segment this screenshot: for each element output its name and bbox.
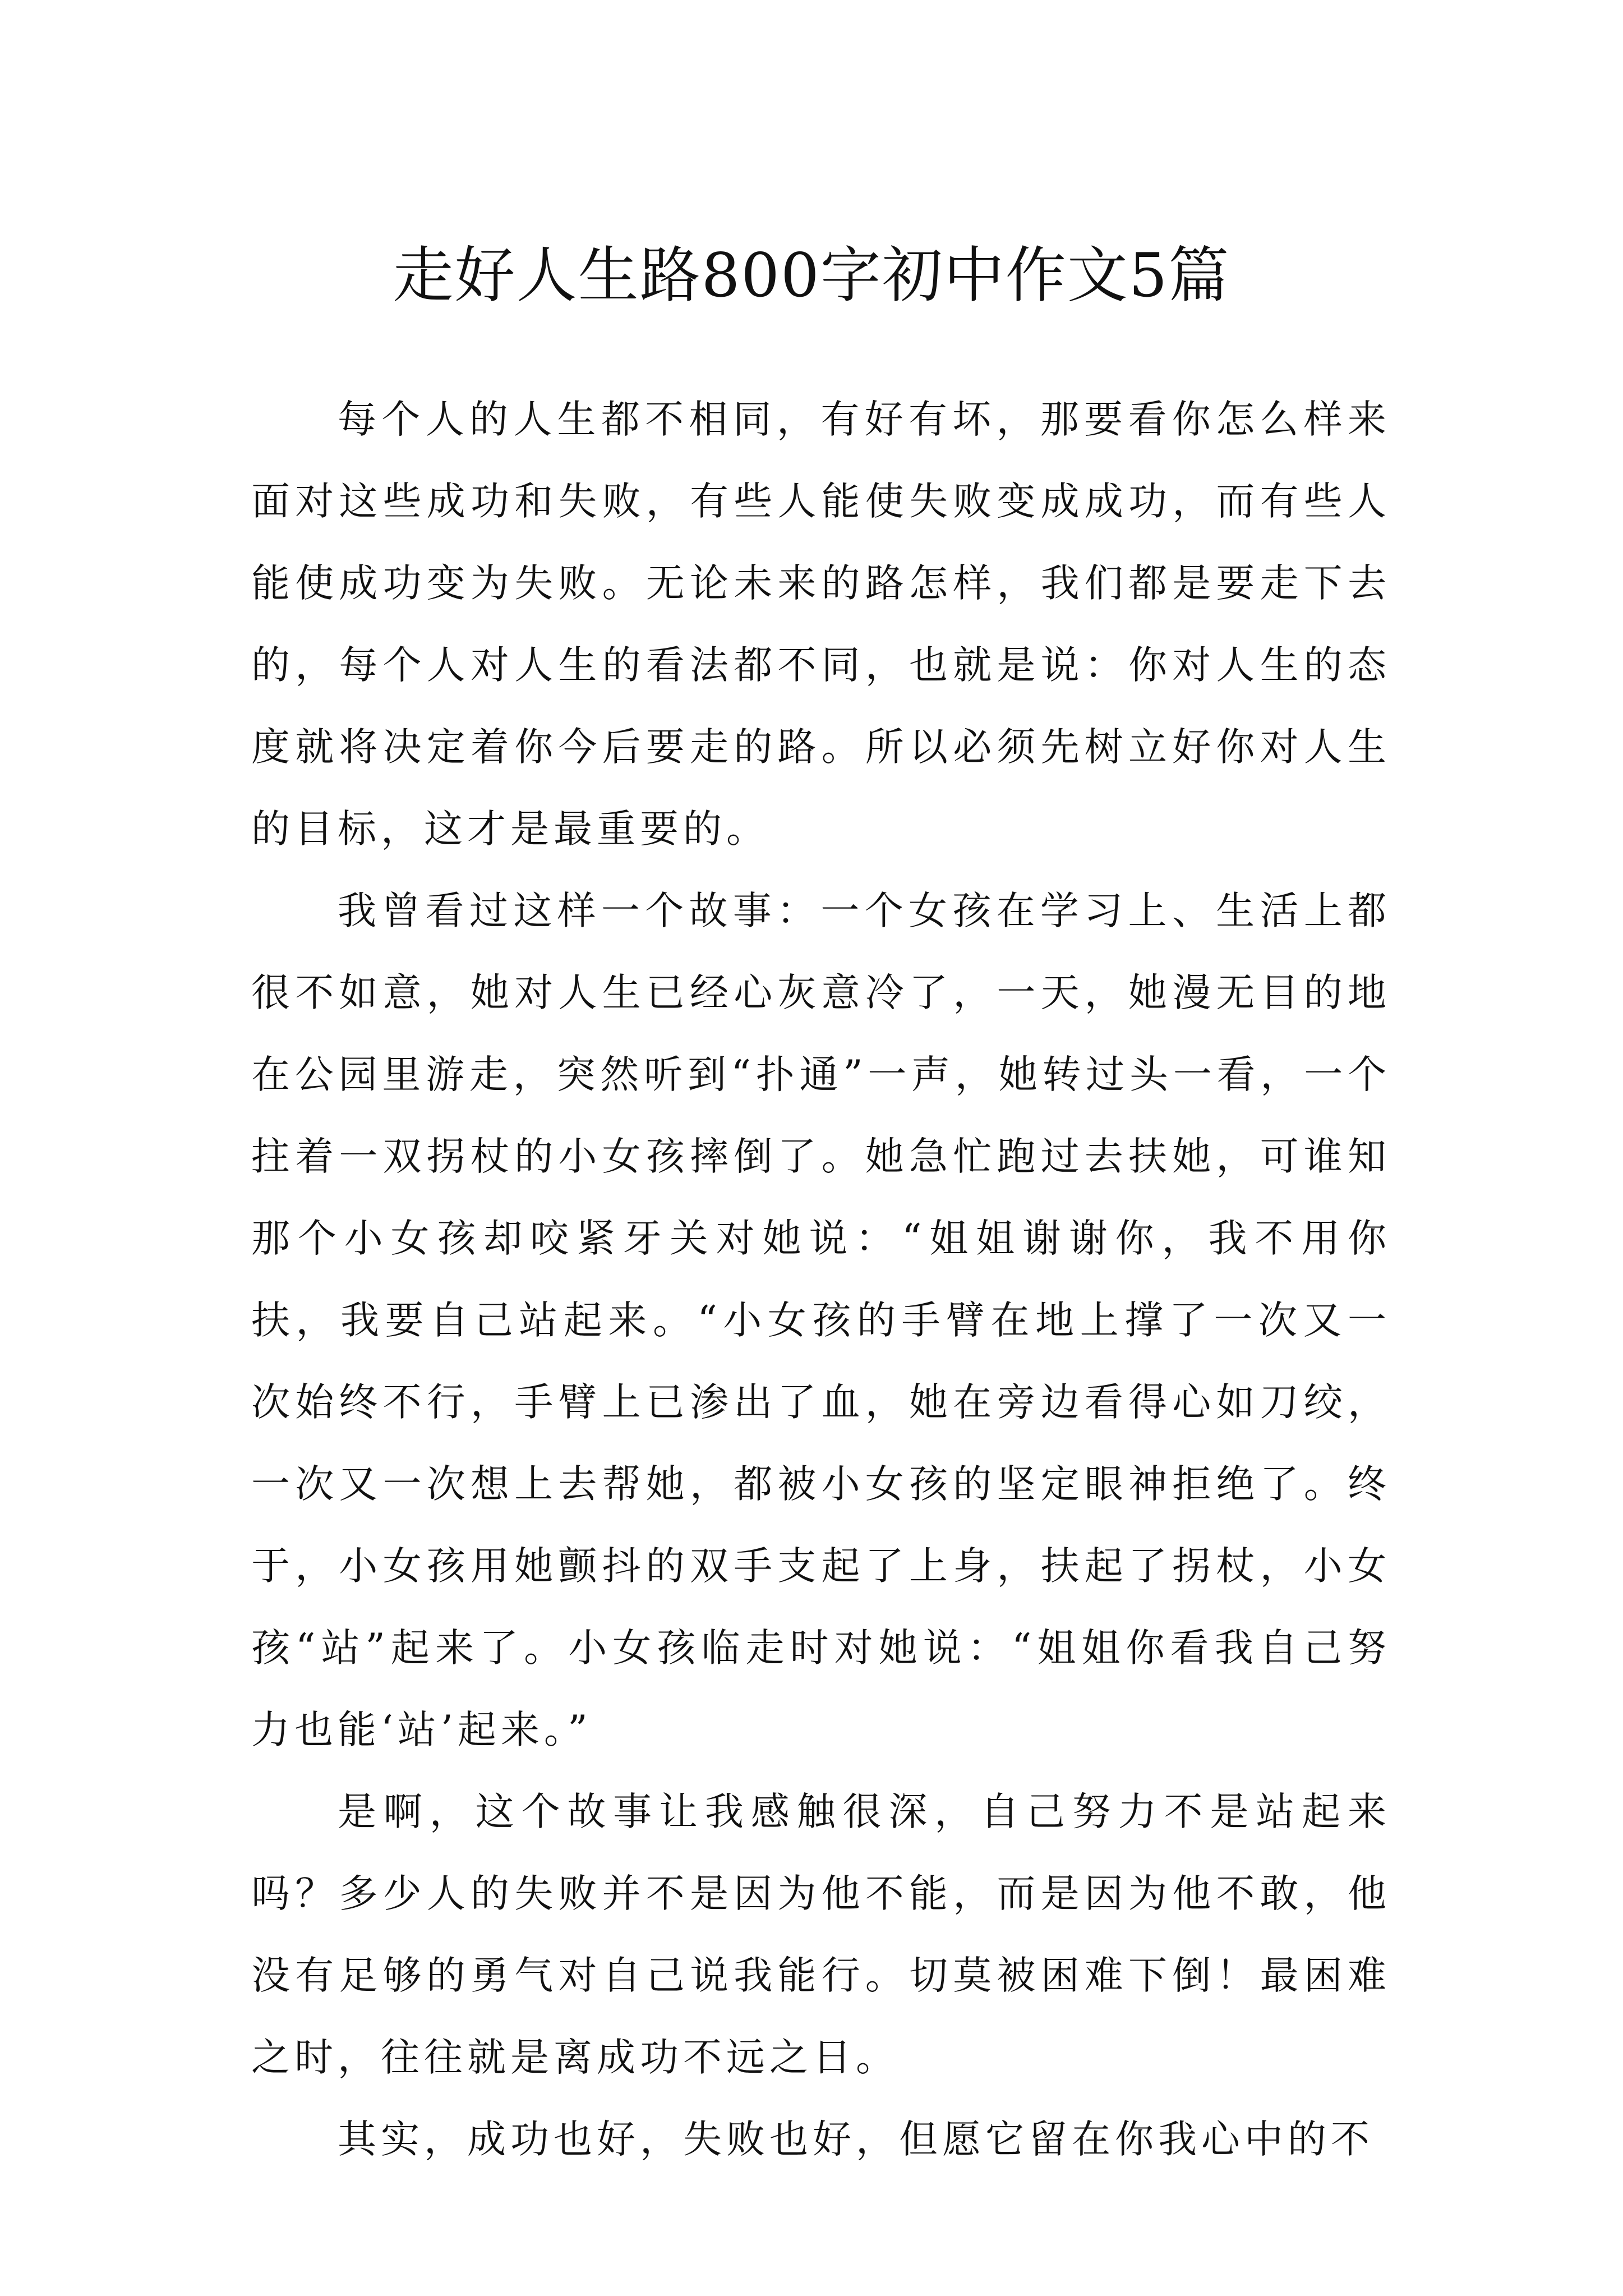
paragraph-4: 其实，成功也好，失败也好，但愿它留在你我心中的不 [338, 2117, 1374, 2162]
document-body [251, 379, 1391, 2180]
paragraph-2: 我曾看过这样一个故事：一个女孩在学习上、生活上都很不如意，她对人生已经心灰意冷了，一天，她漫无目的地在公园里游走，突然听到“扑通”一声，她转过头一看，一个拄着一双拐杖的小女孩摔倒了。她急忙跑过去扶她，可谁知那个小女孩却咬紧牙关对她说：“姐姐谢谢你，我不用你扶，我要自己站起来。“小女孩的手臂在地上撑了一次又一次始终不行，手臂上已渗出了血，她在旁边看得心如刀绞，一次又一次想上去帮她，都被小女孩的坚定眼神拒绝了。终于，小女孩用她颤抖的双手支起了上身，扶起了拐杖，小女孩“站”起来了。小女孩临走时对她说：“姐姐你看我自己努力也能‘站’起来。” [251, 889, 1391, 1752]
paragraph-3: 是啊，这个故事让我感触很深，自己努力不是站起来吗？多少人的失败并不是因为他不能，而是因为他不敢，他没有足够的勇气对自己说我能行。切莫被困难下倒！最困难之时，往往就是离成功不远之日。 [251, 1789, 1391, 2080]
page-title: 走好人生路800字初中作文5篇 [393, 241, 1230, 311]
paragraph-1: 每个人的人生都不相同，有好有坏，那要看你怎么样来面对这些成功和失败，有些人能使失败变成成功，而有些人能使成功变为失败。无论未来的路怎样，我们都是要走下去的，每个人对人生的看法都不同，也就是说：你对人生的态度就将决定着你今后要走的路。所以必须先树立好你对人生的目标，这才是最重要的。 [251, 397, 1391, 852]
